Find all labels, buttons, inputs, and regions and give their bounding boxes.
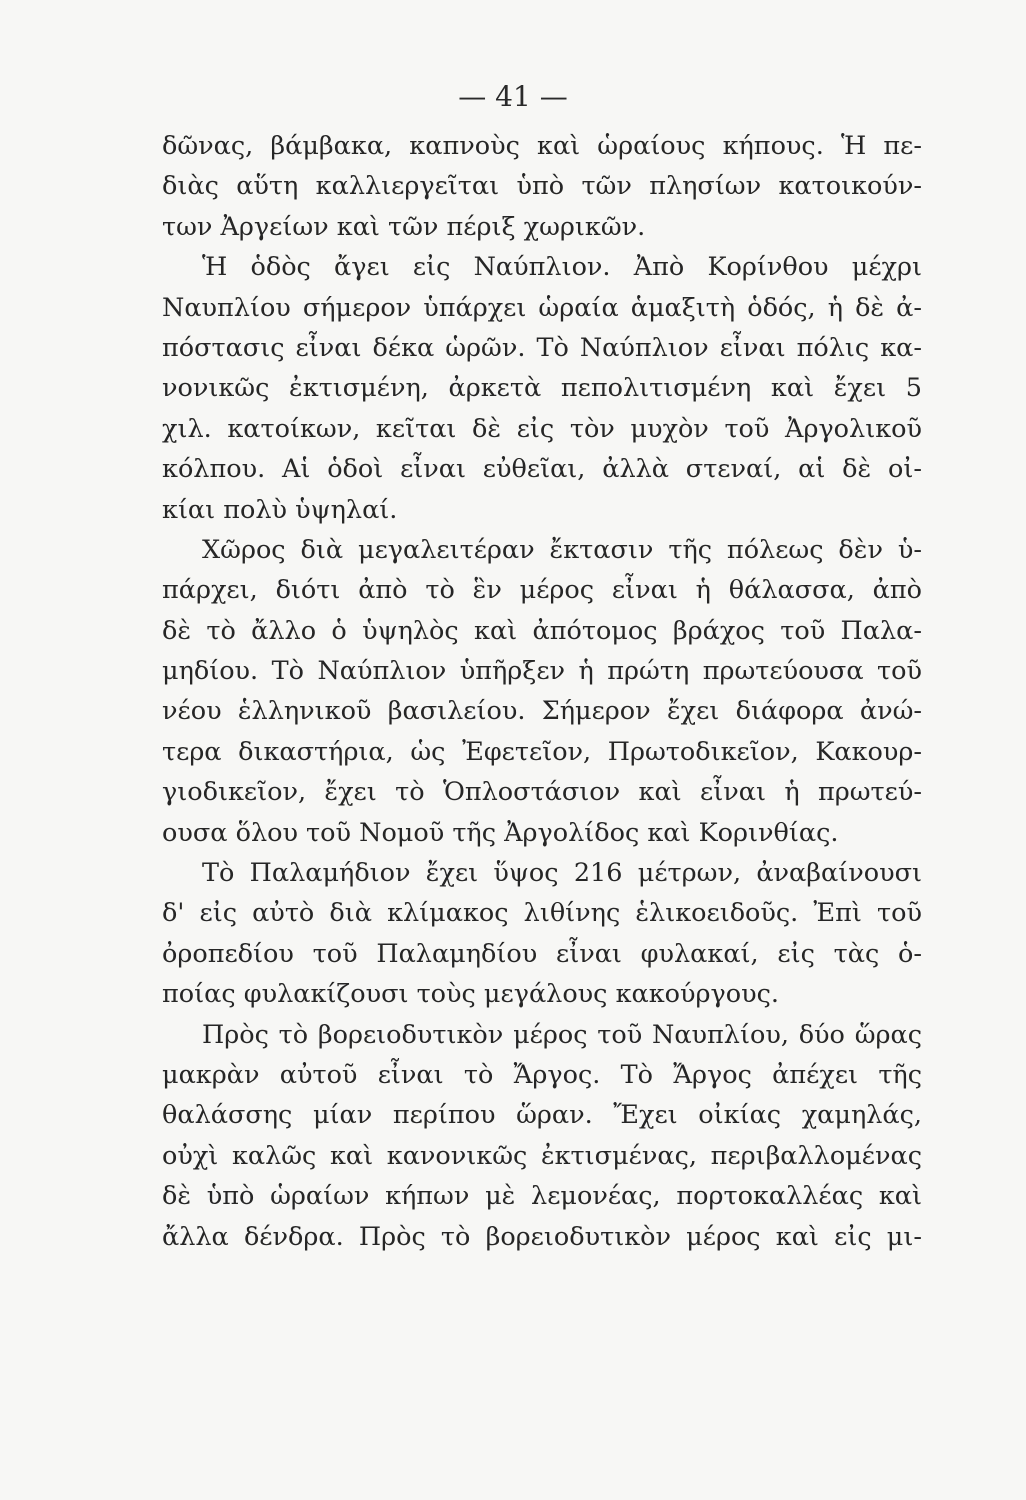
text-line: δὲ ὑπὸ ὡραίων κήπων μὲ λεμονέας, πορτοκαλλέας καὶ [162,1181,922,1212]
text-line: ἄλλα δένδρα. Πρὸς τὸ βορειοδυτικὸν μέρος καὶ εἰς μι- [162,1221,922,1252]
text-line: Χῶρος διὰ μεγαλειτέραν ἔκτασιν τῆς πόλεως δὲν ὑ- [202,534,922,565]
text-line: μηδίου. Τὸ Ναύπλιον ὑπῆρξεν ἡ πρώτη πρωτεύουσα τοῦ [162,656,922,687]
text-line: θαλάσσης μίαν περίπου ὥραν. Ἔχει οἰκίας χαμηλάς, [162,1100,922,1131]
text-line: μακρὰν αὐτοῦ εἶναι τὸ Ἄργος. Τὸ Ἄργος ἀπέχει τῆς [162,1059,922,1090]
text-line: νονικῶς ἐκτισμένη, ἀρκετὰ πεπολιτισμένη καὶ ἔχει 5 [162,373,922,404]
text-line: ουσα ὅλου τοῦ Νομοῦ τῆς Ἀργολίδος καὶ Κορινθίας. [162,817,839,848]
body-text [162,126,922,1257]
text-line: δὲ τὸ ἄλλο ὁ ὑψηλὸς καὶ ἀπότομος βράχος τοῦ Παλα- [162,615,922,646]
text-line: δῶνας, βάμβακα, καπνοὺς καὶ ὡραίους κήπους. Ἡ πε- [162,131,922,161]
text-line: χιλ. κατοίκων, κεῖται δὲ εἰς τὸν μυχὸν τοῦ Ἀργολικοῦ [162,413,922,444]
text-line: Ἡ ὁδὸς ἄγει εἰς Ναύπλιον. Ἀπὸ Κορίνθου μέχρι [202,252,922,283]
text-line: κόλπου. Αἱ ὁδοὶ εἶναι εὐθεῖαι, ἀλλὰ στεναί, αἱ δὲ οἰ- [162,454,922,485]
text-line: ποίας φυλακίζουσι τοὺς μεγάλους κακούργους. [162,979,779,1010]
text-line: νέου ἑλληνικοῦ βασιλείου. Σήμερον ἔχει διάφορα ἀνώ- [162,696,922,727]
text-line: κίαι πολὺ ὑψηλαί. [162,494,398,525]
text-line: ὀροπεδίου τοῦ Παλαμηδίου εἶναι φυλακαί, εἰς τὰς ὁ- [162,938,922,969]
text-line: πάρχει, διότι ἀπὸ τὸ ἓν μέρος εἶναι ἡ θάλασσα, ἀπὸ [162,575,922,606]
text-line: τερα δικαστήρια, ὡς Ἐφετεῖον, Πρωτοδικεῖον, Κακουρ- [162,736,922,767]
page-number: — 41 — [458,80,568,113]
text-line: Ναυπλίου σήμερον ὑπάρχει ὡραία ἁμαξιτὴ ὁδός, ἡ δὲ ἀ- [162,292,922,323]
text-line: των Ἀργείων καὶ τῶν πέριξ χωρικῶν. [162,211,646,242]
text-line: Τὸ Παλαμήδιον ἔχει ὕψος 216 μέτρων, ἀναβαίνουσι [202,858,922,889]
text-line: Πρὸς τὸ βορειοδυτικὸν μέρος τοῦ Ναυπλίου, δύο ὥρας [202,1019,922,1050]
text-line: γιοδικεῖον, ἔχει τὸ Ὁπλοστάσιον καὶ εἶναι ἡ πρωτεύ- [162,777,922,808]
text-line: δ' εἰς αὐτὸ διὰ κλίμακος λιθίνης ἑλικοειδοῦς. Ἐπὶ τοῦ [162,898,922,929]
text-line: οὐχὶ καλῶς καὶ κανονικῶς ἐκτισμένας, περιβαλλομένας [162,1140,922,1171]
text-line: διὰς αὕτη καλλιεργεῖται ὑπὸ τῶν πλησίων κατοικούν- [162,171,922,202]
text-line: πόστασις εἶναι δέκα ὡρῶν. Τὸ Ναύπλιον εἶναι πόλις κα- [162,332,922,363]
